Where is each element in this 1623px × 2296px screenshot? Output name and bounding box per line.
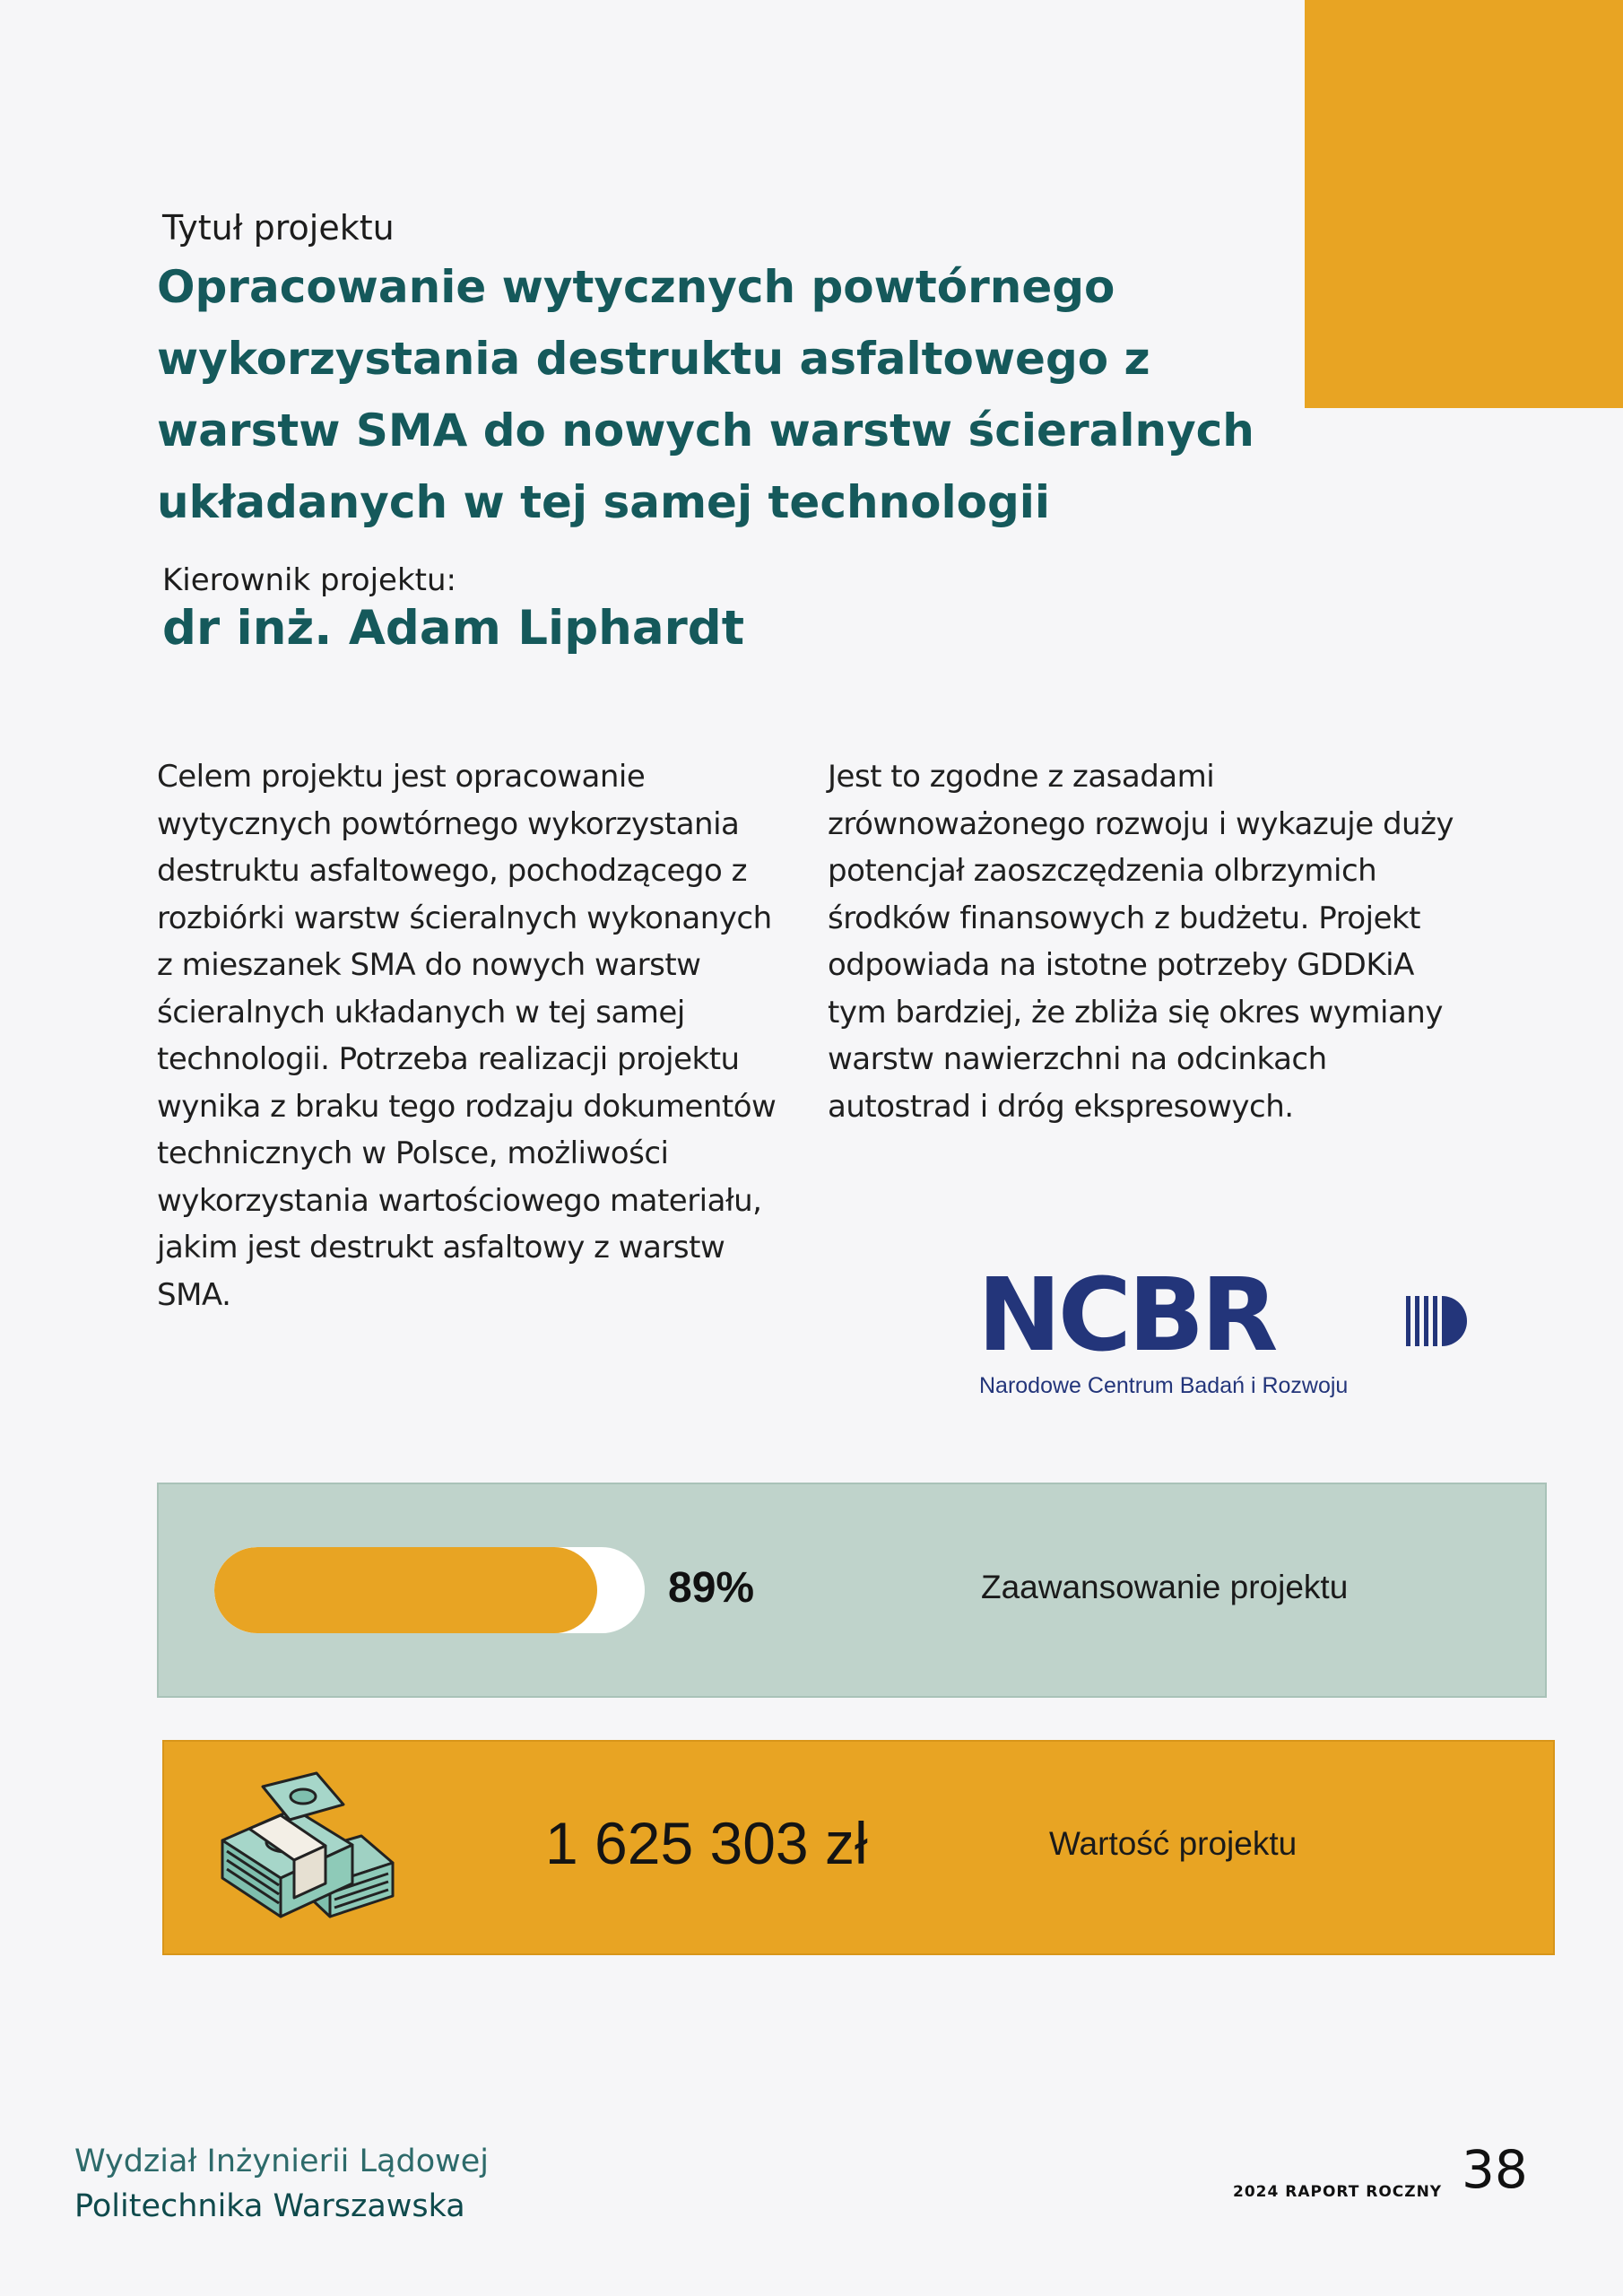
corner-accent-block	[1305, 0, 1623, 408]
ncbr-logo	[977, 1269, 1480, 1404]
report-label: 2024 RAPORT ROCZNY	[1233, 2183, 1443, 2201]
progress-bar-fill	[214, 1547, 597, 1633]
ncbr-logo-acronym: NCBR	[977, 1269, 1275, 1374]
footer-institution	[74, 2139, 489, 2229]
progress-panel	[157, 1483, 1547, 1698]
manager-label: Kierownik projektu:	[162, 562, 456, 598]
title-label: Tytuł projektu	[162, 208, 395, 248]
money-stack-icon	[209, 1769, 406, 1930]
progress-percent: 89%	[668, 1564, 755, 1612]
project-title: Opracowanie wytycznych powtórnego wykorzystania destruktu asfaltowego z warstw SMA do nowych warstw ścieralnych układanych w tej samej technologii	[157, 261, 1254, 528]
faculty-name: Wydział Inżynierii Lądowej	[74, 2144, 489, 2179]
ncbr-logo-fullname: Narodowe Centrum Badań i Rozwoju	[979, 1373, 1349, 1398]
funding-panel	[162, 1740, 1555, 1955]
ncbr-logo-stripes-icon	[1406, 1296, 1467, 1346]
description-column-1: Celem projektu jest opracowanie wytycznych powtórnego wykorzystania destruktu asfaltowego, pochodzącego z rozbiórki warstw ścieralnych wykonanych z mieszanek SMA do nowych warstw ścieralnych układanych w tej samej technologii. Potrzeba realizacji projektu wynika z braku tego rodzaju dokumentów technicznych w Polsce, możliwości wykorzystania wartościowego materiału, jakim jest destrukt asfaltowy z warstw SMA.	[157, 759, 777, 1313]
funding-label: Wartość projektu	[1049, 1825, 1298, 1862]
university-name: Politechnika Warszawska	[74, 2188, 465, 2224]
page-number: 38	[1462, 2139, 1528, 2200]
progress-bar	[214, 1547, 645, 1633]
description-column-2: Jest to zgodne z zasadami zrównoważonego rozwoju i wykazuje duży potencjał zaoszczędzenia olbrzymich środków finansowych z budżetu. Projekt odpowiada na istotne potrzeby GDDKiA tym bardziej, że zbliża się okres wymiany warstw nawierzchni na odcinkach autostrad i dróg ekspresowych.	[828, 759, 1454, 1125]
funding-amount: 1 625 303 zł	[545, 1810, 868, 1876]
manager-name: dr inż. Adam Liphardt	[162, 601, 745, 656]
progress-label: Zaawansowanie projektu	[981, 1569, 1349, 1605]
